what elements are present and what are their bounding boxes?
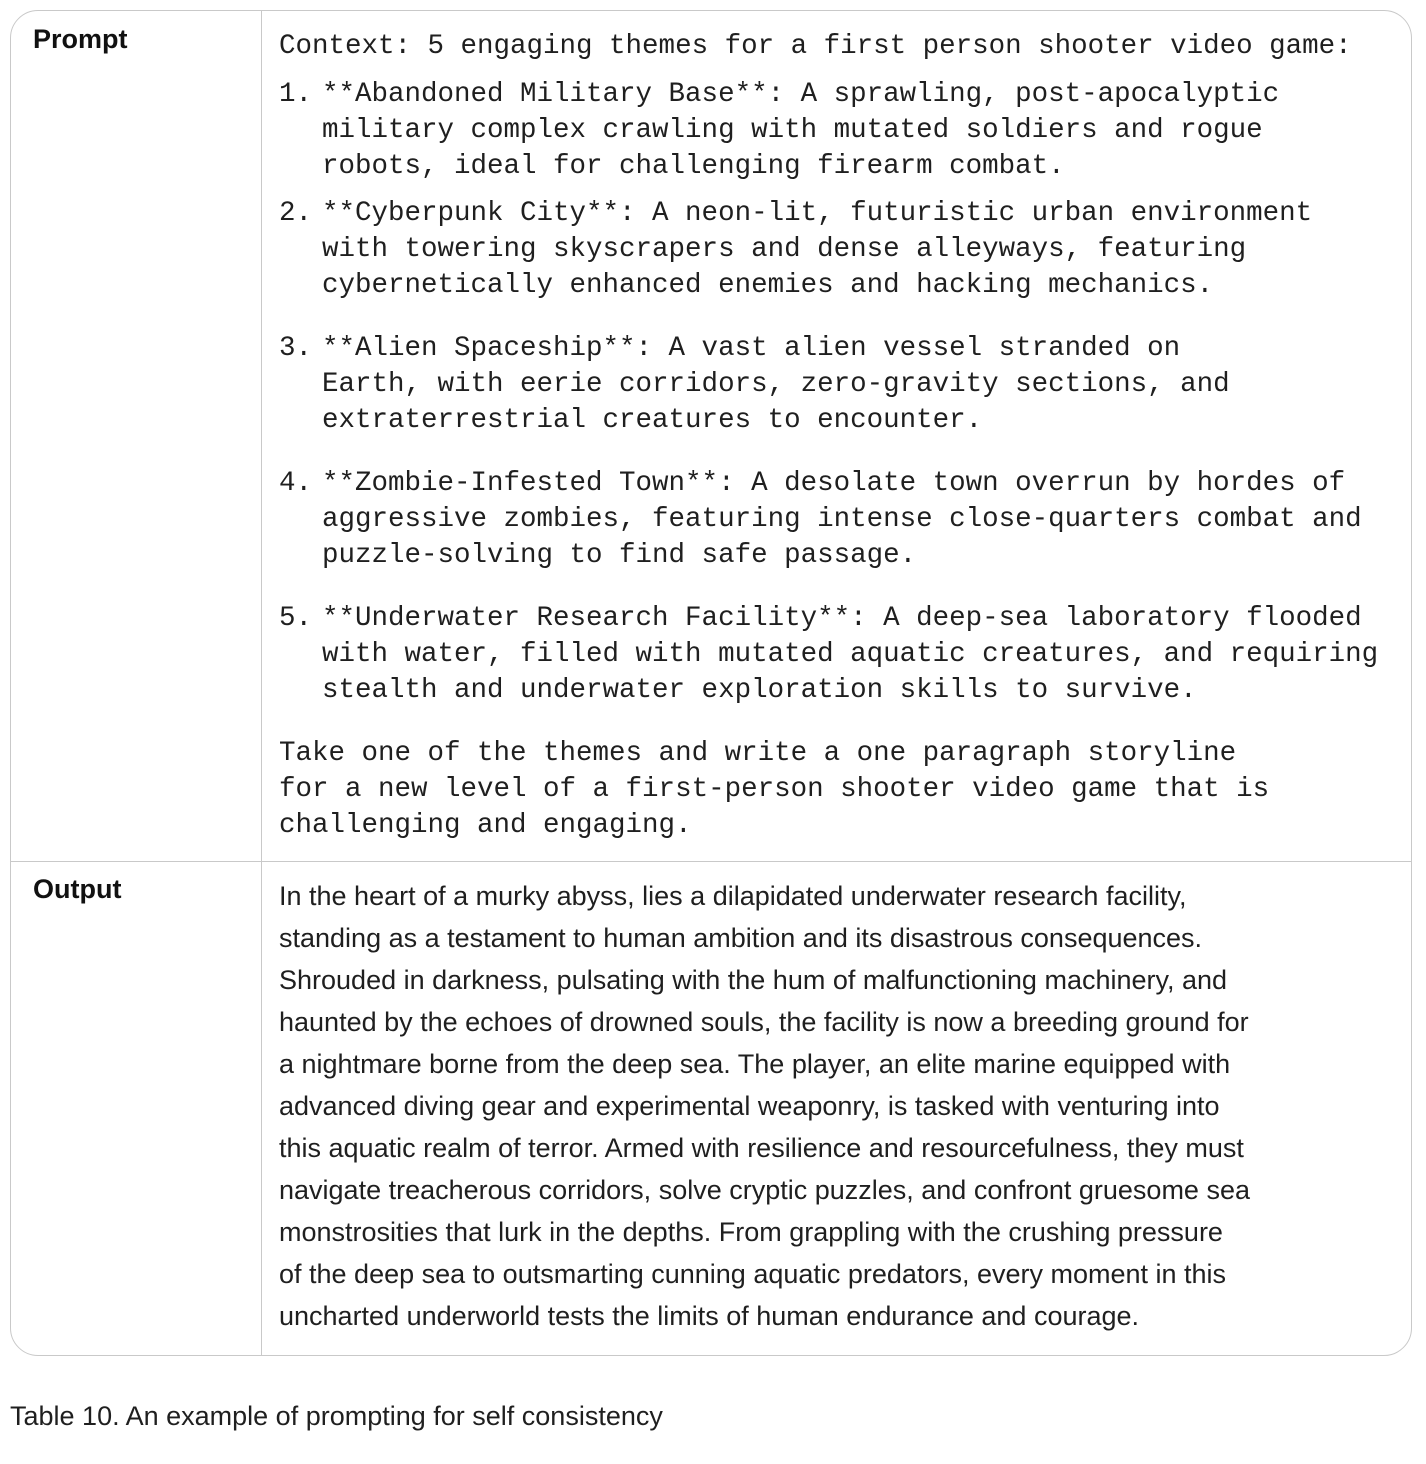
theme-line: aggressive zombies, featuring intense close-quarters combat and (322, 504, 1362, 535)
output-line: uncharted underworld tests the limits of human endurance and courage. (279, 1301, 1140, 1331)
theme-line: extraterrestrial creatures to encounter. (322, 405, 983, 436)
theme-line: **Zombie-Infested Town**: A desolate town overrun by hordes of (322, 468, 1346, 499)
theme-line: cybernetically enhanced enemies and hacking mechanics. (322, 270, 1214, 301)
theme-line: puzzle-solving to find safe passage. (322, 540, 917, 571)
prompt-cell (279, 29, 1409, 844)
output-line: of the deep sea to outsmarting cunning aquatic predators, every moment in this (279, 1259, 1227, 1289)
output-label: Output (33, 874, 122, 904)
instruction-line: Take one of the themes and write a one paragraph storyline (279, 738, 1237, 769)
output-line: advanced diving gear and experimental weaponry, is tasked with venturing into (279, 1091, 1220, 1121)
theme-item (279, 601, 1409, 709)
theme-item (279, 77, 1409, 185)
prompt-instruction (279, 736, 1409, 844)
theme-number: 1. (279, 79, 313, 110)
prompt-intro: Context: 5 engaging themes for a first person shooter video game: (279, 31, 1352, 62)
instruction-line: for a new level of a first-person shooter video game that is (279, 774, 1270, 805)
instruction-line: challenging and engaging. (279, 810, 692, 841)
table-caption: Table 10. An example of prompting for self consistency (10, 1401, 663, 1431)
theme-item (279, 466, 1409, 574)
theme-number: 2. (279, 198, 313, 229)
theme-line: stealth and underwater exploration skills to survive. (322, 675, 1197, 706)
theme-number: 4. (279, 468, 313, 499)
row-divider (11, 861, 1411, 862)
theme-line: robots, ideal for challenging firearm combat. (322, 151, 1065, 182)
prompt-label: Prompt (33, 24, 128, 54)
theme-number: 3. (279, 333, 313, 364)
output-line: this aquatic realm of terror. Armed with resilience and resourcefulness, they must (279, 1133, 1244, 1163)
theme-item (279, 331, 1409, 439)
theme-item (279, 196, 1409, 304)
theme-line: military complex crawling with mutated soldiers and rogue (322, 115, 1263, 146)
theme-list (279, 77, 1409, 709)
example-table (10, 10, 1412, 1356)
theme-line: with towering skyscrapers and dense alleyways, featuring (322, 234, 1247, 265)
theme-line: with water, filled with mutated aquatic creatures, and requiring (322, 639, 1379, 670)
output-line: standing as a testament to human ambition and its disastrous consequences. (279, 923, 1203, 953)
output-cell (279, 875, 1379, 1337)
theme-line: **Cyberpunk City**: A neon-lit, futuristic urban environment (322, 198, 1313, 229)
output-line: haunted by the echoes of drowned souls, the facility is now a breeding ground for (279, 1007, 1249, 1037)
column-divider (261, 11, 262, 1355)
output-line: a nightmare borne from the deep sea. The player, an elite marine equipped with (279, 1049, 1231, 1079)
theme-line: **Underwater Research Facility**: A deep-sea laboratory flooded (322, 603, 1362, 634)
output-line: Shrouded in darkness, pulsating with the hum of malfunctioning machinery, and (279, 965, 1228, 995)
output-line: navigate treacherous corridors, solve cryptic puzzles, and confront gruesome sea (279, 1175, 1250, 1205)
theme-line: **Abandoned Military Base**: A sprawling, post-apocalyptic (322, 79, 1280, 110)
output-line: In the heart of a murky abyss, lies a dilapidated underwater research facility, (279, 881, 1187, 911)
theme-line: Earth, with eerie corridors, zero-gravity sections, and (322, 369, 1230, 400)
theme-line: **Alien Spaceship**: A vast alien vessel stranded on (322, 333, 1181, 364)
theme-number: 5. (279, 603, 313, 634)
output-line: monstrosities that lurk in the depths. From grappling with the crushing pressure (279, 1217, 1223, 1247)
